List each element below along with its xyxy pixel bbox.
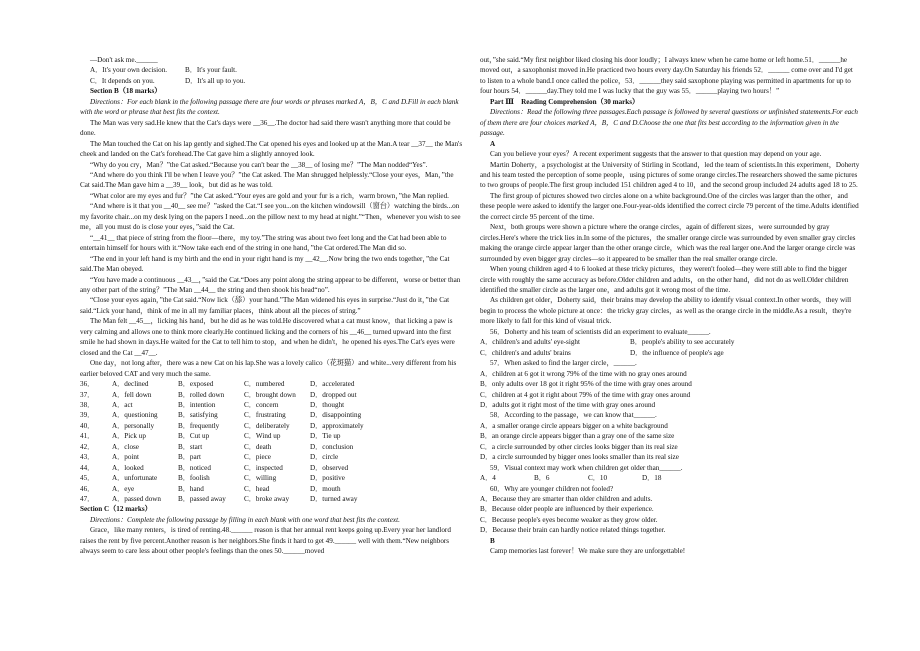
paragraph: The Man was very sad.He knew that the Cat's days were __36__.The doctor had said there wasn't anything more that could be done.	[80, 118, 451, 138]
option: B．satisfying	[178, 411, 218, 420]
question-number: 47．	[80, 495, 95, 504]
option: D．adults got it right most of the time with gray ones around	[480, 400, 656, 409]
option: C．Wind up	[244, 432, 281, 441]
option-row	[80, 452, 463, 462]
option: D．conclusion	[310, 442, 354, 451]
option: D．circle	[310, 453, 339, 462]
option: D．It's all up to you.	[185, 76, 246, 85]
option: A．a smaller orange circle appears bigger on a white background	[480, 421, 668, 430]
section-heading: Section B（18 marks）	[90, 87, 162, 96]
option: B．part	[178, 453, 202, 462]
option: A．4	[480, 474, 496, 483]
option-row	[80, 431, 463, 441]
option: D．observed	[310, 463, 349, 472]
option: A．children's and adults' eye-sight	[480, 338, 580, 347]
option: A．fell down	[112, 390, 152, 399]
options-row	[480, 337, 860, 347]
options-row	[480, 348, 860, 358]
question-number: 37．	[80, 390, 95, 399]
option-row	[80, 442, 463, 452]
left-column	[80, 55, 463, 557]
option: C．frustrating	[244, 411, 286, 420]
option: B．Cut up	[178, 432, 210, 441]
option: C．deliberately	[244, 421, 290, 430]
option: D．positive	[310, 474, 345, 483]
option-row	[80, 473, 463, 483]
option: B．exposed	[178, 380, 214, 389]
question-stem: 58．According to the passage，we can know that______.	[490, 411, 657, 420]
option: B．foolish	[178, 474, 210, 483]
paragraph: “The end in your left hand is my birth and the end in your right hand is my __42__.Now bring the two ends together，”the Cat said.The Man obeyed.	[80, 254, 450, 274]
part-heading: Part Ⅲ Reading Comprehension（30 marks）	[490, 97, 640, 106]
option: A．It's your own decision.	[90, 66, 168, 75]
paragraph: out，”she said.“My first neighbor liked closing his door loudly；I always knew when he came home or left home.51．______he moved out，a saxophonist moved in.He practiced two hours every day.On Saturday his friends 52．______ come over and I'd get to listen to a whole band.I once called the police，53．______they said saxophone playing was permitted in apartments for up to four hours 54．______day.They told me I was lucky that the guy was 55．______playing two hours！”	[480, 56, 853, 96]
paragraph: “And where is it that you __40__ see me？”asked the Cat.“I see you...on the kitchen windowsill（窗台）watching the birds...on my favorite chair...on my desk lying on the papers I need...on the pillow next to my head at night.”“Then，whenever you wish to see me，all you must do is close your eyes，”said the Cat.	[80, 202, 461, 232]
option: C．broke away	[244, 495, 290, 504]
option: C．10	[588, 474, 608, 483]
dialogue-line: —Don't ask me.______	[90, 56, 158, 64]
paragraph: Camp memories last forever！We make sure they are unforgettable!	[490, 547, 686, 556]
passage-label: A	[490, 139, 496, 148]
question-stem: 57．When asked to find the larger circle，______.	[490, 359, 637, 368]
right-column	[480, 55, 860, 557]
options-row	[80, 65, 463, 75]
option: C．concern	[244, 400, 279, 409]
option: B．hand	[178, 484, 204, 493]
option: A．Pick up	[112, 432, 146, 441]
directions: Directions：For each blank in the following passage there are four words or phrases marked A，B，C and D.Fill in each blank with the word or phrase that best fits the context.	[80, 97, 459, 117]
option-row	[80, 379, 463, 389]
question-number: 43．	[80, 453, 95, 462]
paragraph: “__41__ that piece of string from the floor—there，my toy.”The string was about two feet long and the Cat had been able to entertain himself for hours with it.“Now take each end of the string in one hand，”the Cat ordered.The Man did so.	[80, 233, 447, 253]
section-heading: Section C（12 marks）	[80, 505, 152, 514]
option: C．children's and adults' brains	[480, 348, 571, 357]
option: B．6	[534, 474, 550, 483]
option: C．piece	[244, 453, 271, 462]
question-number: 38．	[80, 400, 95, 409]
directions: Directions：Read the following three passages.Each passage is followed by several questions or unfinished statements.For each of them there are four choices marked A，B，C and D.Choose the one that fits best according to the information given in the passage.	[480, 108, 858, 138]
option: A．personally	[112, 421, 155, 430]
question-stem: 56．Doherty and his team of scientists did an experiment to evaluate______.	[490, 327, 711, 336]
paragraph: Next，both groups were shown a picture where the orange circles，again of different sizes，were surrounded by gray circles.Here's where the trick lies in.In some of the pictures，the smaller orange circle was surrounded by even smaller gray circles making the orange circle appear larger than the other orange circle，which was the real larger one.And the larger orange circle was surrounded by even bigger gray circles—so it appeared to be smaller than the real smaller orange circle.	[480, 223, 856, 263]
option: C．a circle surrounded by other circles looks bigger than its real size	[480, 442, 678, 451]
option: A．close	[112, 442, 139, 451]
option: A．passed down	[112, 495, 161, 504]
option: B．people's ability to see accurately	[630, 338, 735, 347]
option: A．declined	[112, 380, 149, 389]
option: C．Because people's eyes become weaker as they grow older.	[480, 515, 658, 524]
options-row	[480, 473, 860, 483]
paragraph: “What color are my eyes and fur？”the Cat asked.“Your eyes are gold and your fur is a rich，warm brown，”the Man replied.	[90, 191, 449, 200]
option: B．intention	[178, 400, 216, 409]
cloze-options	[80, 379, 463, 504]
paragraph: “You have made a continuous __43__，”said the Cat.“Does any point along the string appear to be different，worse or better than any other part of the string？”The Man __44__ the string and then shook his head“no”.	[80, 275, 461, 294]
option: D．the influence of people's age	[630, 348, 724, 357]
question-stem: 60．Why are younger children not fooled?	[490, 484, 614, 493]
option-row	[80, 400, 463, 410]
paragraph: Grace，like many renters，is tired of renting.48.______ reason is that her annual rent keeps going up.Every year her landlord raises the rent by five percent.Another reason is her neighbors.She finds it hard to get 49.______ well with them.“New neighbors always seem to care less about other people's feelings than the ones 50.______moved	[80, 526, 451, 556]
question-stem: 59．Visual context may work when children get older than______.	[490, 463, 683, 472]
option: D．Because their brain can hardly notice related things together.	[480, 526, 666, 535]
option: C．death	[244, 442, 272, 451]
option: B．It's your fault.	[185, 66, 237, 75]
paragraph: “And where do you think I'll be when I leave you？”the Cat asked. The Man shrugged helplessly.“Close your eyes，Man，”the Cat said.The Man gave him a __39__ look，but did as he was told.	[80, 170, 454, 190]
option: B．passed away	[178, 495, 226, 504]
option-row	[80, 463, 463, 473]
option: A．eye	[112, 484, 135, 493]
option: C．children at 4 got it right about 79% of the time with gray ones around	[480, 390, 691, 399]
option: D．mouth	[310, 484, 341, 493]
option: B．start	[178, 442, 203, 451]
option: A．children at 6 got it wrong 79% of the time with no gray ones around	[480, 369, 687, 378]
question-number: 42．	[80, 442, 95, 451]
paragraph: When young children aged 4 to 6 looked at these tricky pictures，they weren't fooled—they were still able to find the bigger circle with roughly the same accuracy as before.Older children and adults，on the other hand，did not do as well.Older children identified the smaller circle as the larger one，and adults got it wrong most of the time.	[480, 265, 849, 294]
option: D．accelerated	[310, 380, 355, 389]
option: B．frequently	[178, 421, 220, 430]
option: D．dropped out	[310, 390, 357, 399]
paragraph: “Why do you cry，Man？”the Cat asked.“Because you can't bear the __38__ of losing me？”The Man nodded“Yes”.	[90, 160, 428, 169]
paragraph: Martin Doherty，a psychologist at the University of Stirling in Scotland，led the team of scientists.In this experiment，Doherty and his team tested the perception of some people，using pictures of some orange circles.The researchers showed the same pictures to two groups of people.The first group included 151 children aged 4 to 10，and the second group included 24 adults aged 18 to 25.	[480, 160, 860, 190]
option: D．Tie up	[310, 432, 341, 441]
question-number: 40．	[80, 421, 95, 430]
paragraph: As children get older，Doherty said，their brains may develop the ability to identify visual context.In other words，they will begin to process the whole picture at once：the tricky gray circles，as well as the orange circle in the middle.As a result，they're more likely to fall for this kind of visual trick.	[480, 296, 852, 326]
paragraph: The first group of pictures showed two circles alone on a white background.One of the circles was larger than the other，and these people were asked to identify the larger one.Four-year-olds identified the correct circle 79 percent of the time.Adults identified the correct circle 95 percent of the time.	[480, 191, 859, 221]
option: A．unfortunate	[112, 474, 158, 483]
option: C．head	[244, 484, 270, 493]
directions: Directions：Complete the following passage by filling in each blank with one word that best fits the context.	[90, 515, 400, 524]
option: B．an orange circle appears bigger than a gray one of the same size	[480, 432, 675, 441]
option: D．18	[642, 474, 662, 483]
paragraph: The Man felt __45__，licking his hand，but he did as he was told.He discovered what a cat must know，that licking a paw is very calming and allows one to think more clearly.He continued licking and the corners of his __46__ turned upward into the first smile he had shown in days.He waited for the Cat to tell him to stop，and when he didn't，he opened his eyes.The Cat's eyes were closed and the Cat __47__.	[80, 317, 455, 357]
paragraph: Can you believe your eyes？A recent experiment suggests that the answer to that question may depend on your age.	[490, 150, 822, 159]
question-number: 36．	[80, 380, 95, 389]
option-row	[80, 494, 463, 504]
option: A．looked	[112, 463, 144, 472]
options-row	[80, 76, 463, 86]
question-number: 46．	[80, 484, 95, 493]
option: B．rolled down	[178, 390, 225, 399]
passage-label: B	[490, 536, 495, 545]
option: D．thought	[310, 400, 345, 409]
option: A．act	[112, 400, 133, 409]
option-row	[80, 421, 463, 431]
option: C．brought down	[244, 390, 296, 399]
option: D．approximately	[310, 421, 364, 430]
option: B．noticed	[178, 463, 211, 472]
option: B．only adults over 18 got it right 95% of the time with gray ones around	[480, 380, 692, 389]
option-row	[80, 410, 463, 420]
paragraph: The Man touched the Cat on his lap gently and sighed.The Cat opened his eyes and looked up at the Man.A tear __37__ the Man's cheek and landed on the Cat's forehead.The Cat gave him a slightly annoyed look.	[80, 139, 463, 159]
option: A．Because they are smarter than older children and adults.	[480, 495, 653, 504]
option: C．inspected	[244, 463, 283, 472]
paragraph: “Close your eyes again，”the Cat said.“Now lick（舔）your hand.”The Man widened his eyes in surprise.“Just do it，”the Cat said.“Lick your hand，think of me in all my familiar places，think about all the pieces of string.”	[80, 296, 450, 315]
option-row	[80, 484, 463, 494]
paragraph: One day，not long after，there was a new Cat on his lap.She was a lovely calico（花斑猫）and white...very different from his earlier beloved CAT and very much the same.	[80, 359, 457, 378]
option: D．a circle surrounded by bigger ones looks smaller than its real size	[480, 453, 679, 462]
option: C．numbered	[244, 380, 285, 389]
option: A．questioning	[112, 411, 158, 420]
question-number: 45．	[80, 474, 95, 483]
question-number: 44．	[80, 463, 95, 472]
option: B．Because older people are influenced by their experience.	[480, 505, 654, 514]
question-number: 41．	[80, 432, 95, 441]
option: A．point	[112, 453, 139, 462]
option: C．It depends on you.	[90, 76, 155, 85]
option-row	[80, 390, 463, 400]
option: C．willing	[244, 474, 277, 483]
question-number: 39．	[80, 411, 95, 420]
option: D．disappointing	[310, 411, 362, 420]
option: D．turned away	[310, 495, 358, 504]
